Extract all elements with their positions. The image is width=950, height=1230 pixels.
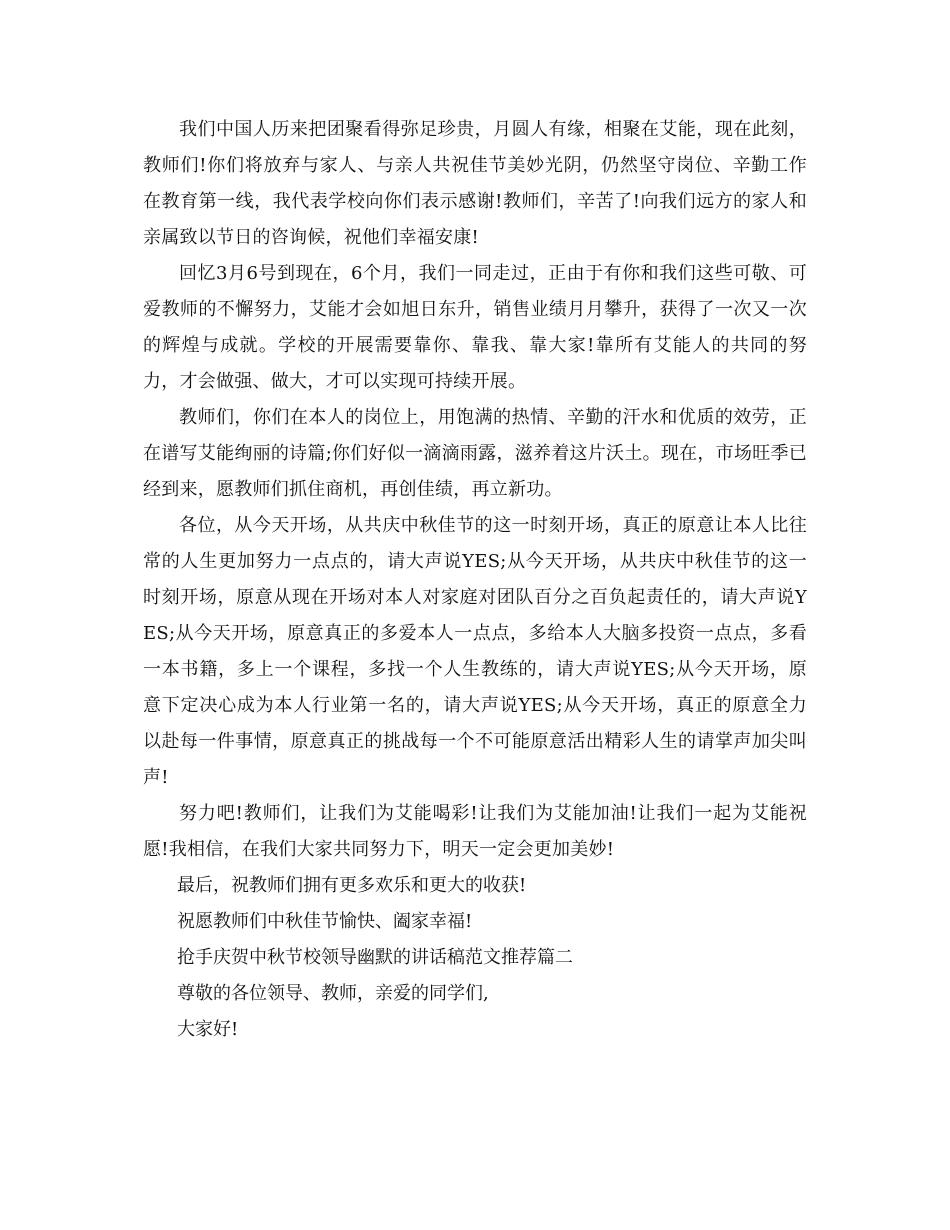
paragraph-1: 我们中国人历来把团聚看得弥足珍贵，月圆人有缘，相聚在艾能，现在此刻，教师们!你们将放弃与家人、与亲人共祝佳节美妙光阴，仍然坚守岗位、辛勤工作在教育第一线，我代表学校向你们表示感谢!教师们，辛苦了!向我们远方的家人和亲属致以节日的咨询候，祝他们幸福安康! [143, 119, 807, 248]
salutation-line: 尊敬的各位领导、教师，亲爱的同学们, [177, 983, 489, 1004]
section-title-line: 抢手庆贺中秋节校领导幽默的讲话稿范文推荐篇二 [177, 947, 573, 968]
paragraph-5: 努力吧!教师们，让我们为艾能喝彩!让我们为艾能加油!让我们一起为艾能祝愿!我相信，在我们大家共同努力下，明天一定会更加美妙! [143, 803, 807, 860]
greeting-line: 大家好! [177, 1019, 239, 1040]
paragraph-2: 回忆3月6号到现在，6个月，我们一同走过，正由于有你和我们这些可敬、可爱教师的不懈努力，艾能才会如旭日东升，销售业绩月月攀升，获得了一次又一次的辉煌与成就。学校的开展需要靠你、靠我、靠大家!靠所有艾能人的共同的努力，才会做强、做大，才可以实现可持续开展。 [143, 263, 807, 392]
festival-blessing-line: 祝愿教师们中秋佳节愉快、阖家幸福! [177, 911, 473, 932]
paragraph-3: 教师们，你们在本人的岗位上，用饱满的热情、辛勤的汗水和优质的效劳，正在谱写艾能绚丽的诗篇;你们好似一滴滴雨露，滋养着这片沃土。现在，市场旺季已经到来，愿教师们抓住商机，再创佳绩，再立新功。 [143, 407, 807, 500]
document-body [143, 112, 807, 1048]
closing-wish-line: 最后，祝教师们拥有更多欢乐和更大的收获! [177, 875, 527, 896]
paragraph-4: 各位，从今天开场，从共庆中秋佳节的这一时刻开场，真正的原意让本人比往常的人生更加努力一点点的，请大声说YES;从今天开场，从共庆中秋佳节的这一时刻开场，原意从现在开场对本人对家庭对团队百分之百负起责任的，请大声说YES;从今天开场，原意真正的多爱本人一点点，多给本人大脑多投资一点点，多看一本书籍，多上一个课程，多找一个人生教练的，请大声说YES;从今天开场，原意下定决心成为本人行业第一名的，请大声说YES;从今天开场，真正的原意全力以赴每一件事情，原意真正的挑战每一个不可能原意活出精彩人生的请掌声加尖叫声! [143, 515, 807, 788]
